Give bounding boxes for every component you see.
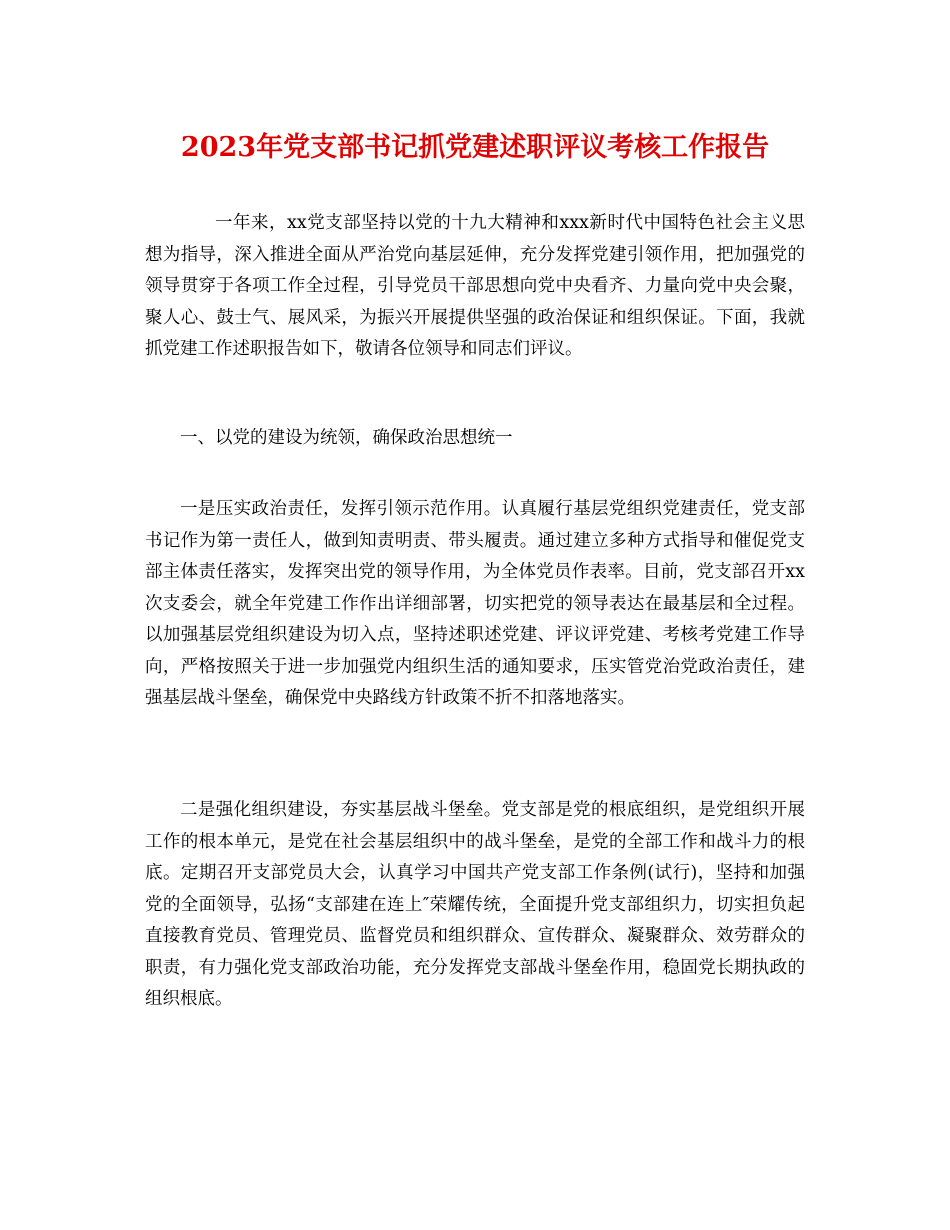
intro-paragraph: 一年来，xx党支部坚持以党的十九大精神和xxx新时代中国特色社会主义思想为指导，深入推进全面从严治党向基层延伸，充分发挥党建引领作用，把加强党的领导贯穿于各项工作全过程，引导党员干部思想向党中央看齐、力量向党中央会聚，聚人心、鼓士气、展风采，为振兴开展提供坚强的政治保证和组织保证。下面，我就抓党建工作述职报告如下，敬请各位领导和同志们评议。 <box>145 213 805 359</box>
document-title: 2023年党支部书记抓党建述职评议考核工作报告 <box>180 132 770 163</box>
body-paragraph-2: 二是强化组织建设，夯实基层战斗堡垒。党支部是党的根底组织，是党组织开展工作的根本单元，是党在社会基层组织中的战斗堡垒，是党的全部工作和战斗力的根底。定期召开支部党员大会，认真学习中国共产党支部工作条例(试行)，坚持和加强党的全面领导，弘扬“支部建在连上″荣耀传统，全面提升党支部组织力，切实担负起直接教育党员、管理党员、监督党员和组织群众、宣传群众、凝聚群众、效劳群众的职责，有力强化党支部政治功能，充分发挥党支部战斗堡垒作用，稳固党长期执政的组织根底。 <box>145 800 805 1009</box>
body-paragraph-1: 一是压实政治责任，发挥引领示范作用。认真履行基层党组织党建责任，党支部书记作为第一责任人，做到知责明责、带头履责。通过建立多种方式指导和催促党支部主体责任落实，发挥突出党的领导作用，为全体党员作表率。目前，党支部召开xx次支委会，就全年党建工作作出详细部署，切实把党的领导表达在最基层和全过程。以加强基层党组织建设为切入点，坚持述职述党建、评议评党建、考核考党建工作导向，严格按照关于进一步加强党内组织生活的通知要求，压实管党治党政治责任，建强基层战斗堡垒，确保党中央路线方针政策不折不扣落地落实。 <box>145 499 805 708</box>
section-heading: 一、以党的建设为统领，确保政治思想统一 <box>180 428 513 448</box>
